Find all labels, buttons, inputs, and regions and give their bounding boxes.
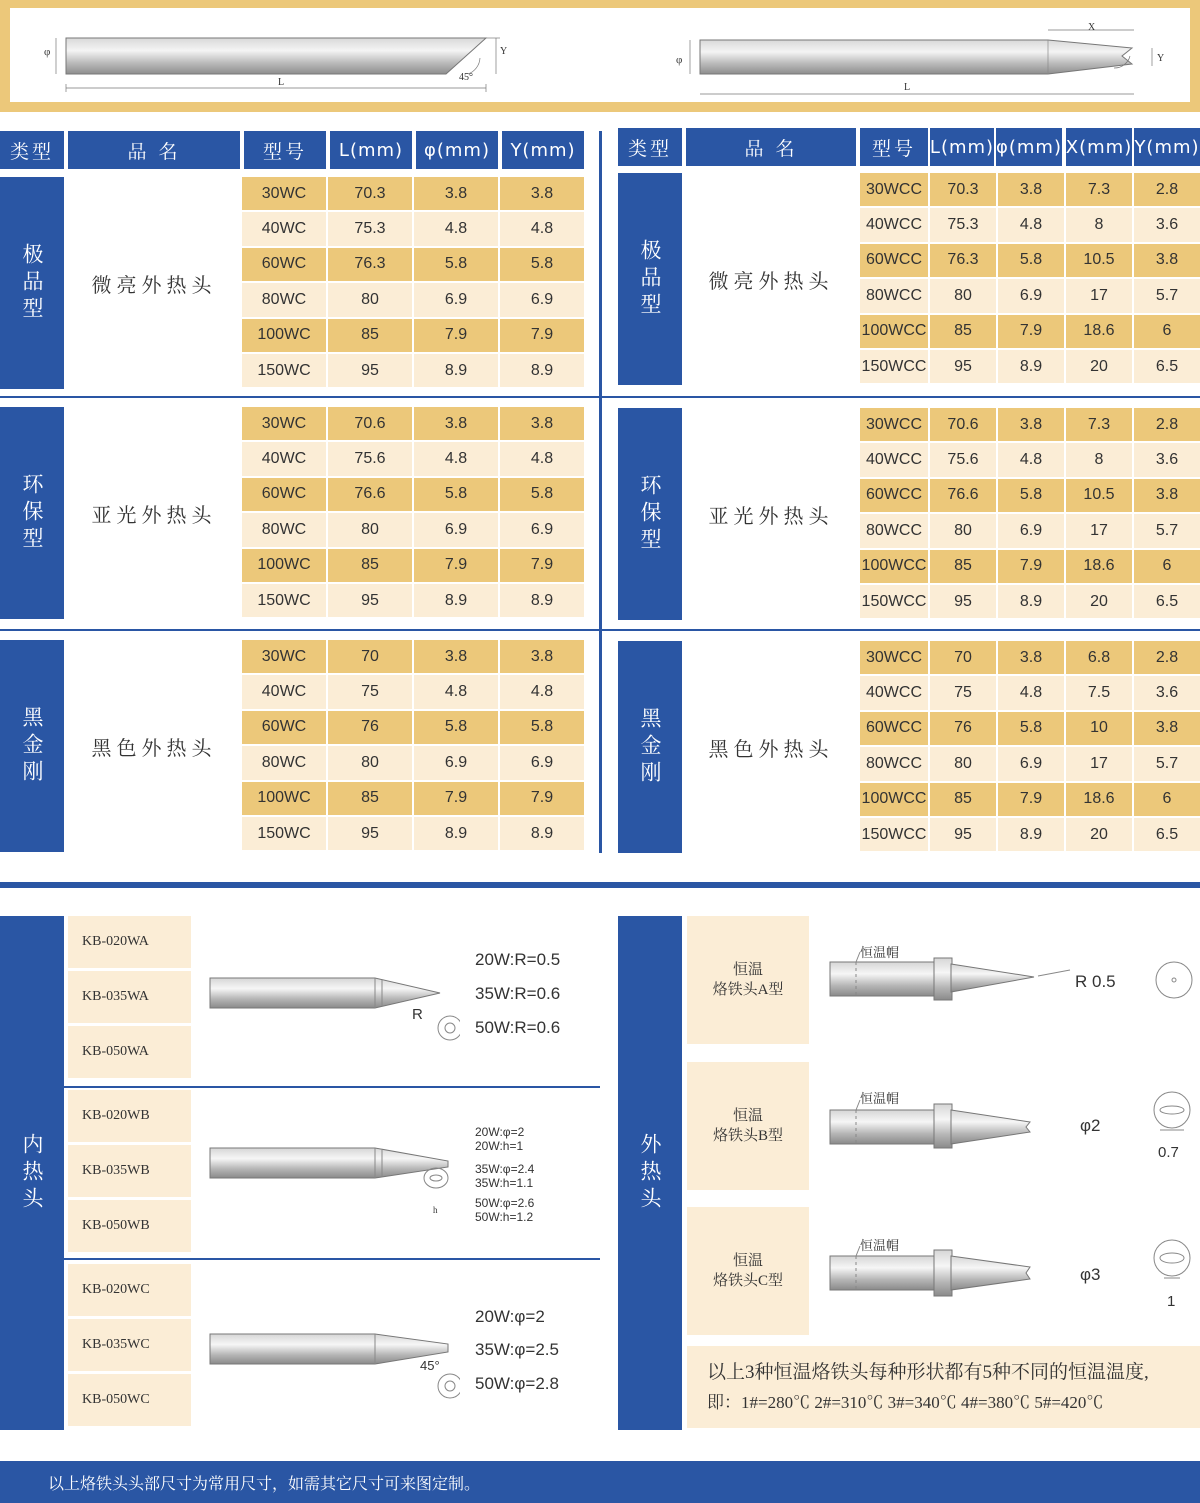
internal-category: 内热头 [0, 916, 64, 1430]
value-cell: 3.8 [414, 177, 498, 210]
value-cell: 75.3 [328, 212, 412, 245]
model-cell: 100WC [242, 319, 326, 352]
value-cell: 85 [328, 782, 412, 815]
value-cell: 3.8 [998, 641, 1064, 674]
ext-dim-b: φ2 [1080, 1116, 1101, 1135]
value-cell: 6.9 [500, 746, 584, 779]
value-cell: 7.9 [998, 315, 1064, 348]
value-cell: 5.8 [500, 248, 584, 281]
value-cell: 4.8 [998, 676, 1064, 709]
value-cell: 8.9 [500, 354, 584, 387]
rt-header-phi: φ(mm) [996, 128, 1062, 166]
model-label: KB-035WC [68, 1319, 191, 1371]
value-cell: 7.3 [1066, 408, 1132, 441]
model-cell: 30WCC [860, 173, 928, 206]
external-category: 外热头 [618, 916, 682, 1430]
model-cell: 80WC [242, 746, 326, 779]
value-cell: 3.8 [500, 177, 584, 210]
model-cell: 80WC [242, 283, 326, 316]
value-cell: 6.9 [500, 283, 584, 316]
model-label: KB-020WC [68, 1264, 191, 1316]
model-cell: 40WCC [860, 443, 928, 476]
value-cell: 3.8 [500, 407, 584, 440]
wb-tip [210, 1148, 448, 1178]
value-cell: 4.8 [500, 675, 584, 708]
tip-diagrams [10, 8, 1190, 102]
value-cell: 80 [328, 746, 412, 779]
value-cell: 5.8 [500, 478, 584, 511]
rt-header-name: 品 名 [686, 128, 856, 166]
value-cell: 6.9 [998, 279, 1064, 312]
value-cell: 76.6 [328, 478, 412, 511]
lt-header-L: L(mm) [330, 131, 412, 169]
value-cell: 8.9 [998, 350, 1064, 383]
rt-header-model: 型号 [860, 128, 928, 166]
cap-label-c: 恒温帽 [860, 1238, 900, 1253]
value-cell: 5.8 [998, 712, 1064, 745]
value-cell: 85 [930, 550, 996, 583]
value-cell: 3.8 [500, 640, 584, 673]
wa-tip-label: R [412, 1006, 423, 1023]
value-cell: 95 [930, 350, 996, 383]
right-rod [700, 40, 1132, 74]
dim-Y-left: Y [500, 46, 508, 57]
lt-header-name: 品 名 [68, 131, 240, 169]
value-cell: 5.8 [998, 479, 1064, 512]
value-cell: 76.6 [930, 479, 996, 512]
value-cell: 70.3 [328, 177, 412, 210]
value-cell: 3.8 [1134, 244, 1200, 277]
value-cell: 6.8 [1066, 641, 1132, 674]
lt-category-1: 环保型 [0, 407, 64, 619]
value-cell: 7.9 [414, 782, 498, 815]
value-cell: 8.9 [414, 817, 498, 850]
value-cell: 5.7 [1134, 747, 1200, 780]
value-cell: 5.8 [500, 711, 584, 744]
value-cell: 3.6 [1134, 443, 1200, 476]
value-cell: 95 [930, 585, 996, 618]
dim-L-left: L [278, 77, 285, 88]
value-cell: 8.9 [500, 817, 584, 850]
cap-label-b: 恒温帽 [860, 1091, 900, 1106]
model-label: KB-020WA [68, 916, 191, 968]
value-cell: 8.9 [500, 584, 584, 617]
value-cell: 76 [328, 711, 412, 744]
value-cell: 7.5 [1066, 676, 1132, 709]
internal-tip-drawings [200, 960, 460, 1420]
lt-category-0: 极品型 [0, 177, 64, 389]
model-cell: 100WC [242, 549, 326, 582]
model-cell: 30WCC [860, 641, 928, 674]
lt-product-name-1: 亚光外热头 [91, 502, 217, 527]
value-cell: 8 [1066, 208, 1132, 241]
value-cell: 4.8 [998, 443, 1064, 476]
model-label: KB-050WB [68, 1200, 191, 1252]
model-cell: 60WC [242, 478, 326, 511]
model-cell: 40WC [242, 212, 326, 245]
value-cell: 2.8 [1134, 173, 1200, 206]
value-cell: 20 [1066, 350, 1132, 383]
value-cell: 8.9 [414, 354, 498, 387]
spec-value: 35W:h=1.1 [475, 1176, 534, 1190]
value-cell: 7.9 [414, 549, 498, 582]
model-cell: 80WCC [860, 514, 928, 547]
value-cell: 3.8 [998, 408, 1064, 441]
model-cell: 40WCC [860, 676, 928, 709]
value-cell: 20 [1066, 585, 1132, 618]
value-cell: 3.8 [1134, 712, 1200, 745]
value-cell: 8.9 [414, 584, 498, 617]
value-cell: 4.8 [414, 675, 498, 708]
wa-tip [210, 978, 440, 1008]
value-cell: 7.9 [998, 783, 1064, 816]
value-cell: 20 [1066, 818, 1132, 851]
value-cell: 2.8 [1134, 641, 1200, 674]
model-cell: 150WCC [860, 585, 928, 618]
lt-product-name-2: 黑色外热头 [91, 735, 217, 760]
temperature-note-line2: 即：1#=280℃ 2#=310℃ 3#=340℃ 4#=380℃ 5#=420℃ [707, 1393, 1104, 1412]
model-cell: 60WCC [860, 712, 928, 745]
value-cell: 70 [328, 640, 412, 673]
spec-value: 20W:h=1 [475, 1139, 524, 1153]
value-cell: 7.9 [414, 319, 498, 352]
value-cell: 6.9 [998, 747, 1064, 780]
lt-header-phi: φ(mm) [416, 131, 498, 169]
rt-header-L: L(mm) [930, 128, 994, 166]
spec-value: 35W:φ=2.5 [475, 1340, 559, 1359]
value-cell: 4.8 [998, 208, 1064, 241]
external-type-b: 恒温 烙铁头B型 [687, 1062, 809, 1190]
rt-header-X: X(mm) [1066, 128, 1132, 166]
spec-value: 50W:R=0.6 [475, 1018, 561, 1037]
value-cell: 76.3 [328, 248, 412, 281]
lt-header-type: 类型 [0, 131, 64, 169]
value-cell: 17 [1066, 747, 1132, 780]
value-cell: 76 [930, 712, 996, 745]
diagram-panel-inner [10, 8, 1190, 102]
value-cell: 80 [328, 513, 412, 546]
value-cell: 75.6 [930, 443, 996, 476]
model-cell: 80WC [242, 513, 326, 546]
ext-sub-b: 0.7 [1158, 1144, 1179, 1161]
value-cell: 76.3 [930, 244, 996, 277]
value-cell: 8 [1066, 443, 1132, 476]
spec-value: 20W:R=0.5 [475, 950, 561, 969]
lt-header-model: 型号 [244, 131, 326, 169]
wb-tip-label: h [433, 1205, 438, 1215]
value-cell: 10 [1066, 712, 1132, 745]
spec-value: 35W:R=0.6 [475, 984, 561, 1003]
rt-header-type: 类型 [618, 128, 682, 166]
model-cell: 100WCC [860, 550, 928, 583]
value-cell: 18.6 [1066, 550, 1132, 583]
model-cell: 150WC [242, 817, 326, 850]
value-cell: 80 [930, 279, 996, 312]
left-rod [66, 38, 486, 74]
value-cell: 75.6 [328, 442, 412, 475]
value-cell: 10.5 [1066, 244, 1132, 277]
value-cell: 5.8 [998, 244, 1064, 277]
model-label: KB-050WA [68, 1026, 191, 1078]
model-cell: 100WCC [860, 315, 928, 348]
model-cell: 60WC [242, 711, 326, 744]
value-cell: 18.6 [1066, 315, 1132, 348]
wc-tip [210, 1334, 448, 1364]
value-cell: 6.9 [414, 513, 498, 546]
rt-header-Y: Y(mm) [1134, 128, 1200, 166]
model-cell: 150WC [242, 354, 326, 387]
value-cell: 17 [1066, 514, 1132, 547]
model-cell: 150WC [242, 584, 326, 617]
value-cell: 2.8 [1134, 408, 1200, 441]
model-cell: 30WC [242, 407, 326, 440]
dim-Y-right: Y [1157, 53, 1165, 64]
model-cell: 100WCC [860, 783, 928, 816]
value-cell: 17 [1066, 279, 1132, 312]
spec-value: 20W:φ=2 [475, 1125, 525, 1139]
value-cell: 70 [930, 641, 996, 674]
value-cell: 95 [328, 817, 412, 850]
value-cell: 70.3 [930, 173, 996, 206]
value-cell: 85 [328, 549, 412, 582]
value-cell: 95 [328, 584, 412, 617]
model-cell: 40WC [242, 442, 326, 475]
spec-value: 50W:h=1.2 [475, 1210, 534, 1224]
wc-tip-label: 45° [420, 1358, 440, 1373]
rt-product-name-2: 黑色外热头 [708, 736, 834, 761]
model-label: KB-035WA [68, 971, 191, 1023]
model-cell: 100WC [242, 782, 326, 815]
external-type-a: 恒温 烙铁头A型 [687, 916, 809, 1044]
model-label: KB-035WB [68, 1145, 191, 1197]
spec-value: 35W:φ=2.4 [475, 1162, 535, 1176]
spec-value: 20W:φ=2 [475, 1307, 545, 1326]
section-separator [0, 882, 1200, 888]
value-cell: 3.8 [414, 640, 498, 673]
value-cell: 18.6 [1066, 783, 1132, 816]
temperature-note [687, 1346, 1200, 1428]
ext-dim-c: φ3 [1080, 1265, 1101, 1284]
value-cell: 80 [930, 514, 996, 547]
temperature-note-line1: 以上3种恒温烙铁头每种形状都有5种不同的恒温温度, [707, 1362, 1149, 1383]
dim-phi-right: φ [676, 54, 683, 66]
model-cell: 80WCC [860, 747, 928, 780]
value-cell: 8.9 [998, 818, 1064, 851]
value-cell: 3.8 [1134, 479, 1200, 512]
value-cell: 95 [930, 818, 996, 851]
value-cell: 6 [1134, 550, 1200, 583]
value-cell: 7.3 [1066, 173, 1132, 206]
value-cell: 75.3 [930, 208, 996, 241]
value-cell: 7.9 [500, 319, 584, 352]
model-cell: 60WCC [860, 479, 928, 512]
model-cell: 150WCC [860, 350, 928, 383]
rt-category-1: 环保型 [618, 408, 682, 620]
cap-label-a: 恒温帽 [860, 945, 900, 960]
ext-sub-c: 1 [1167, 1293, 1176, 1310]
spec-value: 50W:φ=2.6 [475, 1196, 535, 1210]
model-cell: 40WC [242, 675, 326, 708]
dim-L-right: L [904, 82, 911, 93]
model-cell: 30WC [242, 177, 326, 210]
dim-X-right: X [1088, 22, 1096, 33]
dim-phi-left: φ [44, 46, 51, 58]
external-tip-drawings [820, 930, 1200, 1330]
value-cell: 80 [930, 747, 996, 780]
value-cell: 70.6 [930, 408, 996, 441]
value-cell: 75 [328, 675, 412, 708]
footer-note: 以上烙铁头头部尺寸为常用尺寸，如需其它尺寸可来图定制。 [48, 1473, 481, 1493]
value-cell: 85 [930, 783, 996, 816]
value-cell: 6.5 [1134, 585, 1200, 618]
value-cell: 3.8 [414, 407, 498, 440]
value-cell: 7.9 [500, 549, 584, 582]
model-cell: 40WCC [860, 208, 928, 241]
value-cell: 8.9 [998, 585, 1064, 618]
rt-product-name-1: 亚光外热头 [708, 503, 834, 528]
value-cell: 4.8 [414, 212, 498, 245]
model-cell: 30WC [242, 640, 326, 673]
lt-header-Y: Y(mm) [502, 131, 584, 169]
value-cell: 3.8 [998, 173, 1064, 206]
value-cell: 70.6 [328, 407, 412, 440]
model-label: KB-050WC [68, 1374, 191, 1426]
value-cell: 75 [930, 676, 996, 709]
rt-category-2: 黑金刚 [618, 641, 682, 853]
value-cell: 85 [930, 315, 996, 348]
value-cell: 80 [328, 283, 412, 316]
value-cell: 3.6 [1134, 208, 1200, 241]
model-cell: 30WCC [860, 408, 928, 441]
row-divider-1 [0, 396, 1200, 398]
value-cell: 5.8 [414, 711, 498, 744]
model-cell: 150WCC [860, 818, 928, 851]
value-cell: 6.9 [998, 514, 1064, 547]
value-cell: 6.9 [414, 746, 498, 779]
value-cell: 95 [328, 354, 412, 387]
value-cell: 4.8 [414, 442, 498, 475]
lt-product-name-0: 微亮外热头 [91, 272, 217, 297]
footer-bar [0, 1461, 1200, 1503]
value-cell: 3.6 [1134, 676, 1200, 709]
rt-product-name-0: 微亮外热头 [708, 268, 834, 293]
value-cell: 6.9 [414, 283, 498, 316]
value-cell: 6.5 [1134, 818, 1200, 851]
value-cell: 5.7 [1134, 514, 1200, 547]
model-cell: 60WC [242, 248, 326, 281]
ext-dim-a: R 0.5 [1075, 972, 1116, 991]
value-cell: 4.8 [500, 212, 584, 245]
dim-angle-left: 45° [459, 72, 473, 83]
value-cell: 7.9 [998, 550, 1064, 583]
value-cell: 6 [1134, 783, 1200, 816]
model-cell: 80WCC [860, 279, 928, 312]
external-type-c: 恒温 烙铁头C型 [687, 1207, 809, 1335]
value-cell: 10.5 [1066, 479, 1132, 512]
value-cell: 6.9 [500, 513, 584, 546]
value-cell: 4.8 [500, 442, 584, 475]
lt-category-2: 黑金刚 [0, 640, 64, 852]
value-cell: 5.8 [414, 478, 498, 511]
model-cell: 60WCC [860, 244, 928, 277]
spec-value: 50W:φ=2.8 [475, 1374, 559, 1393]
model-label: KB-020WB [68, 1090, 191, 1142]
value-cell: 7.9 [500, 782, 584, 815]
table-divider [599, 131, 602, 853]
value-cell: 85 [328, 319, 412, 352]
value-cell: 6.5 [1134, 350, 1200, 383]
value-cell: 5.7 [1134, 279, 1200, 312]
row-divider-2 [0, 629, 1200, 631]
value-cell: 5.8 [414, 248, 498, 281]
rt-category-0: 极品型 [618, 173, 682, 385]
value-cell: 6 [1134, 315, 1200, 348]
